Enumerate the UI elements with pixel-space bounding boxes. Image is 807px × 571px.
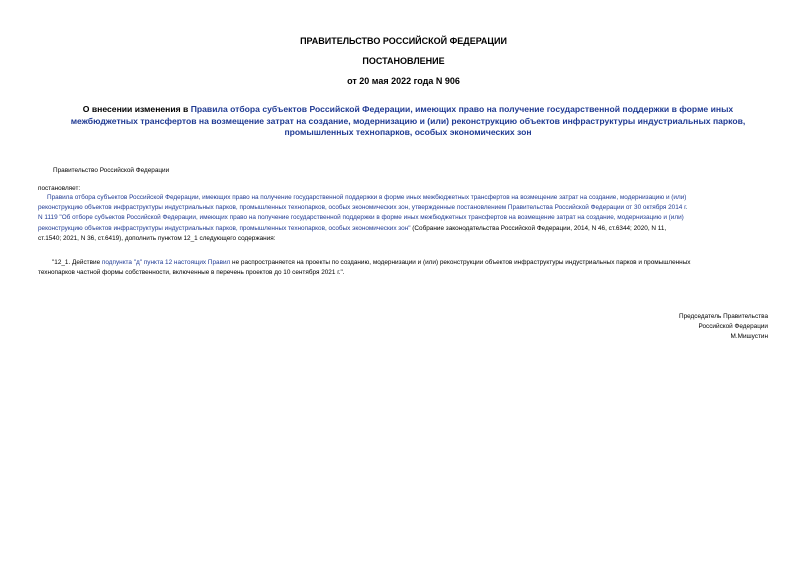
p1-line4-tail: (Собрание законодательства Российской Федерации, 2014, N 46, ст.6344; 2020, N 11, bbox=[410, 224, 667, 232]
signature-block bbox=[679, 312, 768, 343]
government-heading: ПРАВИТЕЛЬСТВО РОССИЙСКОЙ ФЕДЕРАЦИИ bbox=[300, 36, 507, 46]
p1-line5: ст.1540; 2021, N 36, ст.6419), дополнить пунктом 12_1 следующего содержания: bbox=[38, 234, 276, 242]
p2-line2: технопарков частной формы собственности, включенные в перечень проектов до 10 сентября 2021 г.". bbox=[38, 269, 345, 277]
date-number-heading: от 20 мая 2022 года N 906 bbox=[347, 76, 460, 86]
paragraph-1 bbox=[38, 193, 687, 244]
signature-org: Российской Федерации bbox=[698, 323, 768, 331]
signature-title: Председатель Правительства bbox=[679, 313, 768, 320]
p1-link-line2[interactable]: реконструкцию объектов инфраструктуры индустриальных парков, промышленных технопарков, особых экономических зон, утвержденные постановлением Правительства Российской Федерации от 30 октября 2014 г. bbox=[38, 204, 688, 212]
p2-open: "12_1. Действие bbox=[52, 259, 102, 266]
p1-link-line4[interactable]: реконструкцию объектов инфраструктуры индустриальных парков, промышленных технопарков, особых экономических зон" bbox=[38, 224, 411, 232]
p2-rest: не распространяется на проекты по созданию, модернизации и (или) реконструкции объектов инфраструктуры индустриальных парков и промышленных bbox=[230, 259, 691, 266]
government-line: Правительство Российской Федерации bbox=[53, 167, 170, 174]
rules-link-line2[interactable]: межбюджетных трансфертов на возмещение затрат на создание, модернизацию и (или) реконструкцию объектов инфраструктуры индустриальных парков, bbox=[70, 115, 746, 126]
rules-link-line1[interactable]: Правила отбора субъектов Российской Федерации, имеющих право на получение государственной поддержки в форме иных bbox=[190, 104, 734, 114]
signature-name: М.Мишустин bbox=[730, 333, 768, 341]
paragraph-2 bbox=[38, 258, 691, 278]
rules-link-line3[interactable]: промышленных технопарков, особых экономических зон bbox=[284, 127, 532, 137]
document-type-heading: ПОСТАНОВЛЕНИЕ bbox=[362, 56, 445, 66]
p1-link-line3[interactable]: N 1119 "Об отборе субъектов Российской Федерации, имеющих право на получение государственной поддержки в форме иных межбюджетных трансфертов на возмещение затрат на создание, модернизацию и (или) bbox=[38, 214, 684, 222]
decrees-line: постановляет: bbox=[38, 185, 81, 192]
p2-rules-link[interactable]: настоящих Правил bbox=[172, 259, 231, 266]
subject-prefix: О внесении изменения в bbox=[82, 104, 191, 114]
document-subject bbox=[58, 104, 758, 139]
p1-link-line1[interactable]: Правила отбора субъектов Российской Федерации, имеющих право на получение государственной поддержки в форме иных межбюджетных трансфертов на возмещение затрат на создание, модернизацию и (или) bbox=[47, 194, 687, 201]
p2-subclause-link[interactable]: подпункта "д" пункта 12 bbox=[101, 259, 173, 266]
